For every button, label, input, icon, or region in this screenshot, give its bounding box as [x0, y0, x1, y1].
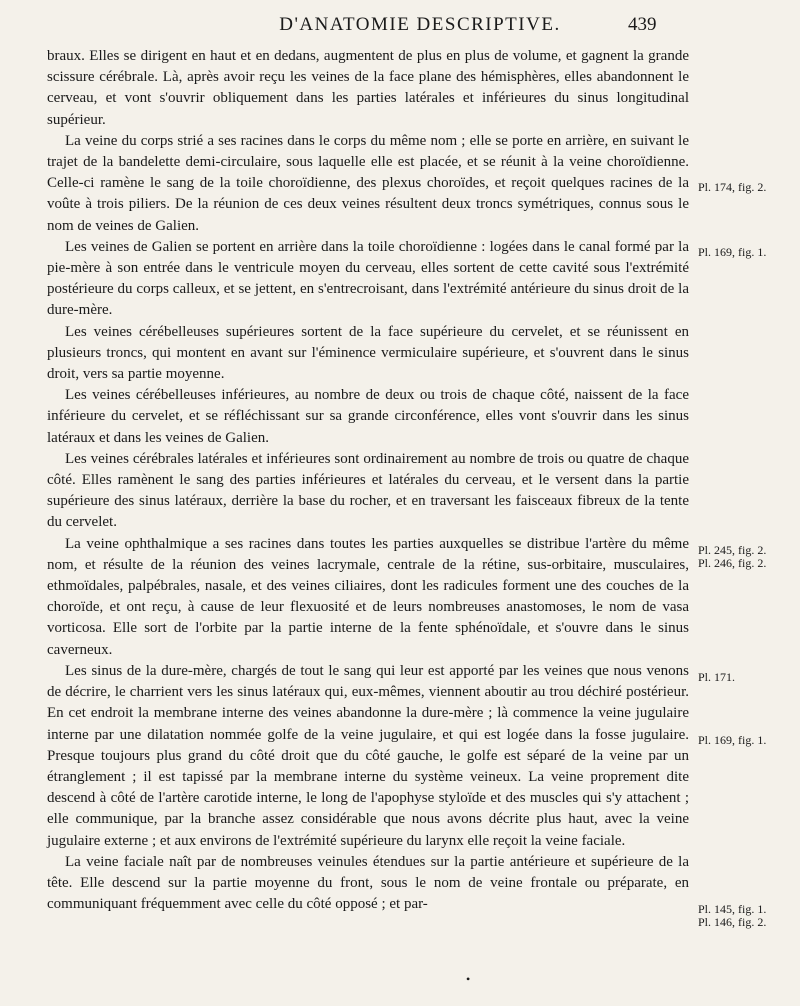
paragraph: Les veines cérébrales latérales et inférieures sont ordinairement au nombre de trois ou quatre de chaque côté. Elles ramènent le sang des parties inférieures et latérales du cerveau, et le versent dans la partie supérieure des sinus latéraux, derrière la base du rocher, et en traversant les faisceaux fibreux de la tente du cervelet. [47, 450, 689, 531]
paragraph: Les sinus de la dure-mère, chargés de tout le sang qui leur est apporté par les veines que nous venons de décrire, le charrient vers les sinus latéraux qui, eux-mêmes, viennent aboutir au trou déchiré postérieur. En cet endroit la membrane interne des veines abandonne la dure-mère ; là commence la veine jugulaire interne par une dilatation nommée golfe de la veine jugulaire, et qui est logée dans la fosse jugulaire. Presque toujours plus grand du côté droit que du côté gauche, le golfe est séparé de la veine par un étranglement ; il est tapissé par la membrane interne du système veineux. La veine proprement dite descend à côté de l'artère carotide interne, le long de l'apophyse styloïde et des muscles qui s'y attachent ; elle communique, par la branche assez considérable que nous avons décrite plus haut, avec la veine jugulaire externe ; et aux environs de l'extrémité supérieure du larynx elle reçoit la veine faciale. [47, 662, 689, 849]
paragraph: La veine du corps strié a ses racines dans le corps du même nom ; elle se porte en arrière, en suivant le trajet de la bandelette demi-circulaire, sous laquelle elle est placée, et se réunit à la veine choroïdienne. Celle-ci ramène le sang de la toile choroïdienne, des plexus choroïdes, et reçoit quelques racines de la voûte à trois piliers. De la réunion de ces deux veines résultent deux troncs symétriques, connus sous le nom de veines de Galien. [47, 132, 689, 234]
margin-note: Pl. 146, fig. 2. [698, 915, 767, 929]
paragraph: Les veines cérébelleuses supérieures sortent de la face supérieure du cervelet, et se réunissent en plusieurs troncs, qui montent en avant sur l'éminence vermiculaire supérieure, et s'ouvrent dans le sinus droit, vers sa partie moyenne. [47, 323, 689, 383]
margin-note: Pl. 174, fig. 2. [698, 180, 767, 194]
text-body [47, 46, 689, 915]
paragraph: braux. Elles se dirigent en haut et en dedans, augmentent de plus en plus de volume, et gagnent la grande scissure cérébrale. Là, après avoir reçu les veines de la face plane des hémisphères, elles abandonnent le cerveau, et vont s'ouvrir obliquement dans les parties latérales et inférieures du sinus longitudinal supérieur. [47, 48, 689, 128]
paragraph: Les veines cérébelleuses inférieures, au nombre de deux ou trois de chaque côté, naissent de la face inférieure du cervelet, et se réfléchissant sur sa grande circonférence, elles vont s'ouvrir dans les sinus latéraux et dans les veines de Galien. [47, 387, 689, 446]
paragraph: La veine ophthalmique a ses racines dans toutes les parties auxquelles se distribue l'artère du même nom, et résulte de la réunion des veines lacrymale, centrale de la rétine, sus-orbitaire, musculaires, ethmoïdales, palpébrales, nasale, et des veines ciliaires, dont les radicules forment une des couches de la choroïde, et ont reçu, à cause de leur flexuosité et de leurs nombreuses anastomoses, le nom de vasa vorticosa. Elle sort de l'orbite par la partie interne de la fente sphénoïdale, et s'ouvre dans le sinus caverneux. [47, 535, 689, 658]
margin-note: Pl. 246, fig. 2. [698, 556, 767, 570]
footer-mark: • [466, 972, 471, 986]
paragraph: La veine faciale naît par de nombreuses veinules étendues sur la partie antérieure et supérieure de la tête. Elle descend sur la partie moyenne du front, sous le nom de veine frontale ou préparate, en communiquant fréquemment avec celle du côté opposé ; et par- [47, 853, 689, 913]
margin-note: Pl. 245, fig. 2. [698, 543, 767, 557]
running-head: D'ANATOMIE DESCRIPTIVE. [279, 14, 561, 35]
margin-note: Pl. 145, fig. 1. [698, 902, 767, 916]
paragraph: Les veines de Galien se portent en arrière dans la toile choroïdienne : logées dans le canal formé par la pie-mère à son entrée dans le ventricule moyen du cerveau, elles sortent de cette cavité sous l'extrémité postérieure du corps calleux, et se jettent, en s'entrecroisant, dans l'extrémité antérieure du sinus droit de la dure-mère. [47, 238, 689, 319]
margin-note: Pl. 169, fig. 1. [698, 245, 767, 259]
margin-note: Pl. 169, fig. 1. [698, 733, 767, 747]
margin-note: Pl. 171. [698, 670, 736, 684]
page-number: 439 [628, 14, 657, 35]
